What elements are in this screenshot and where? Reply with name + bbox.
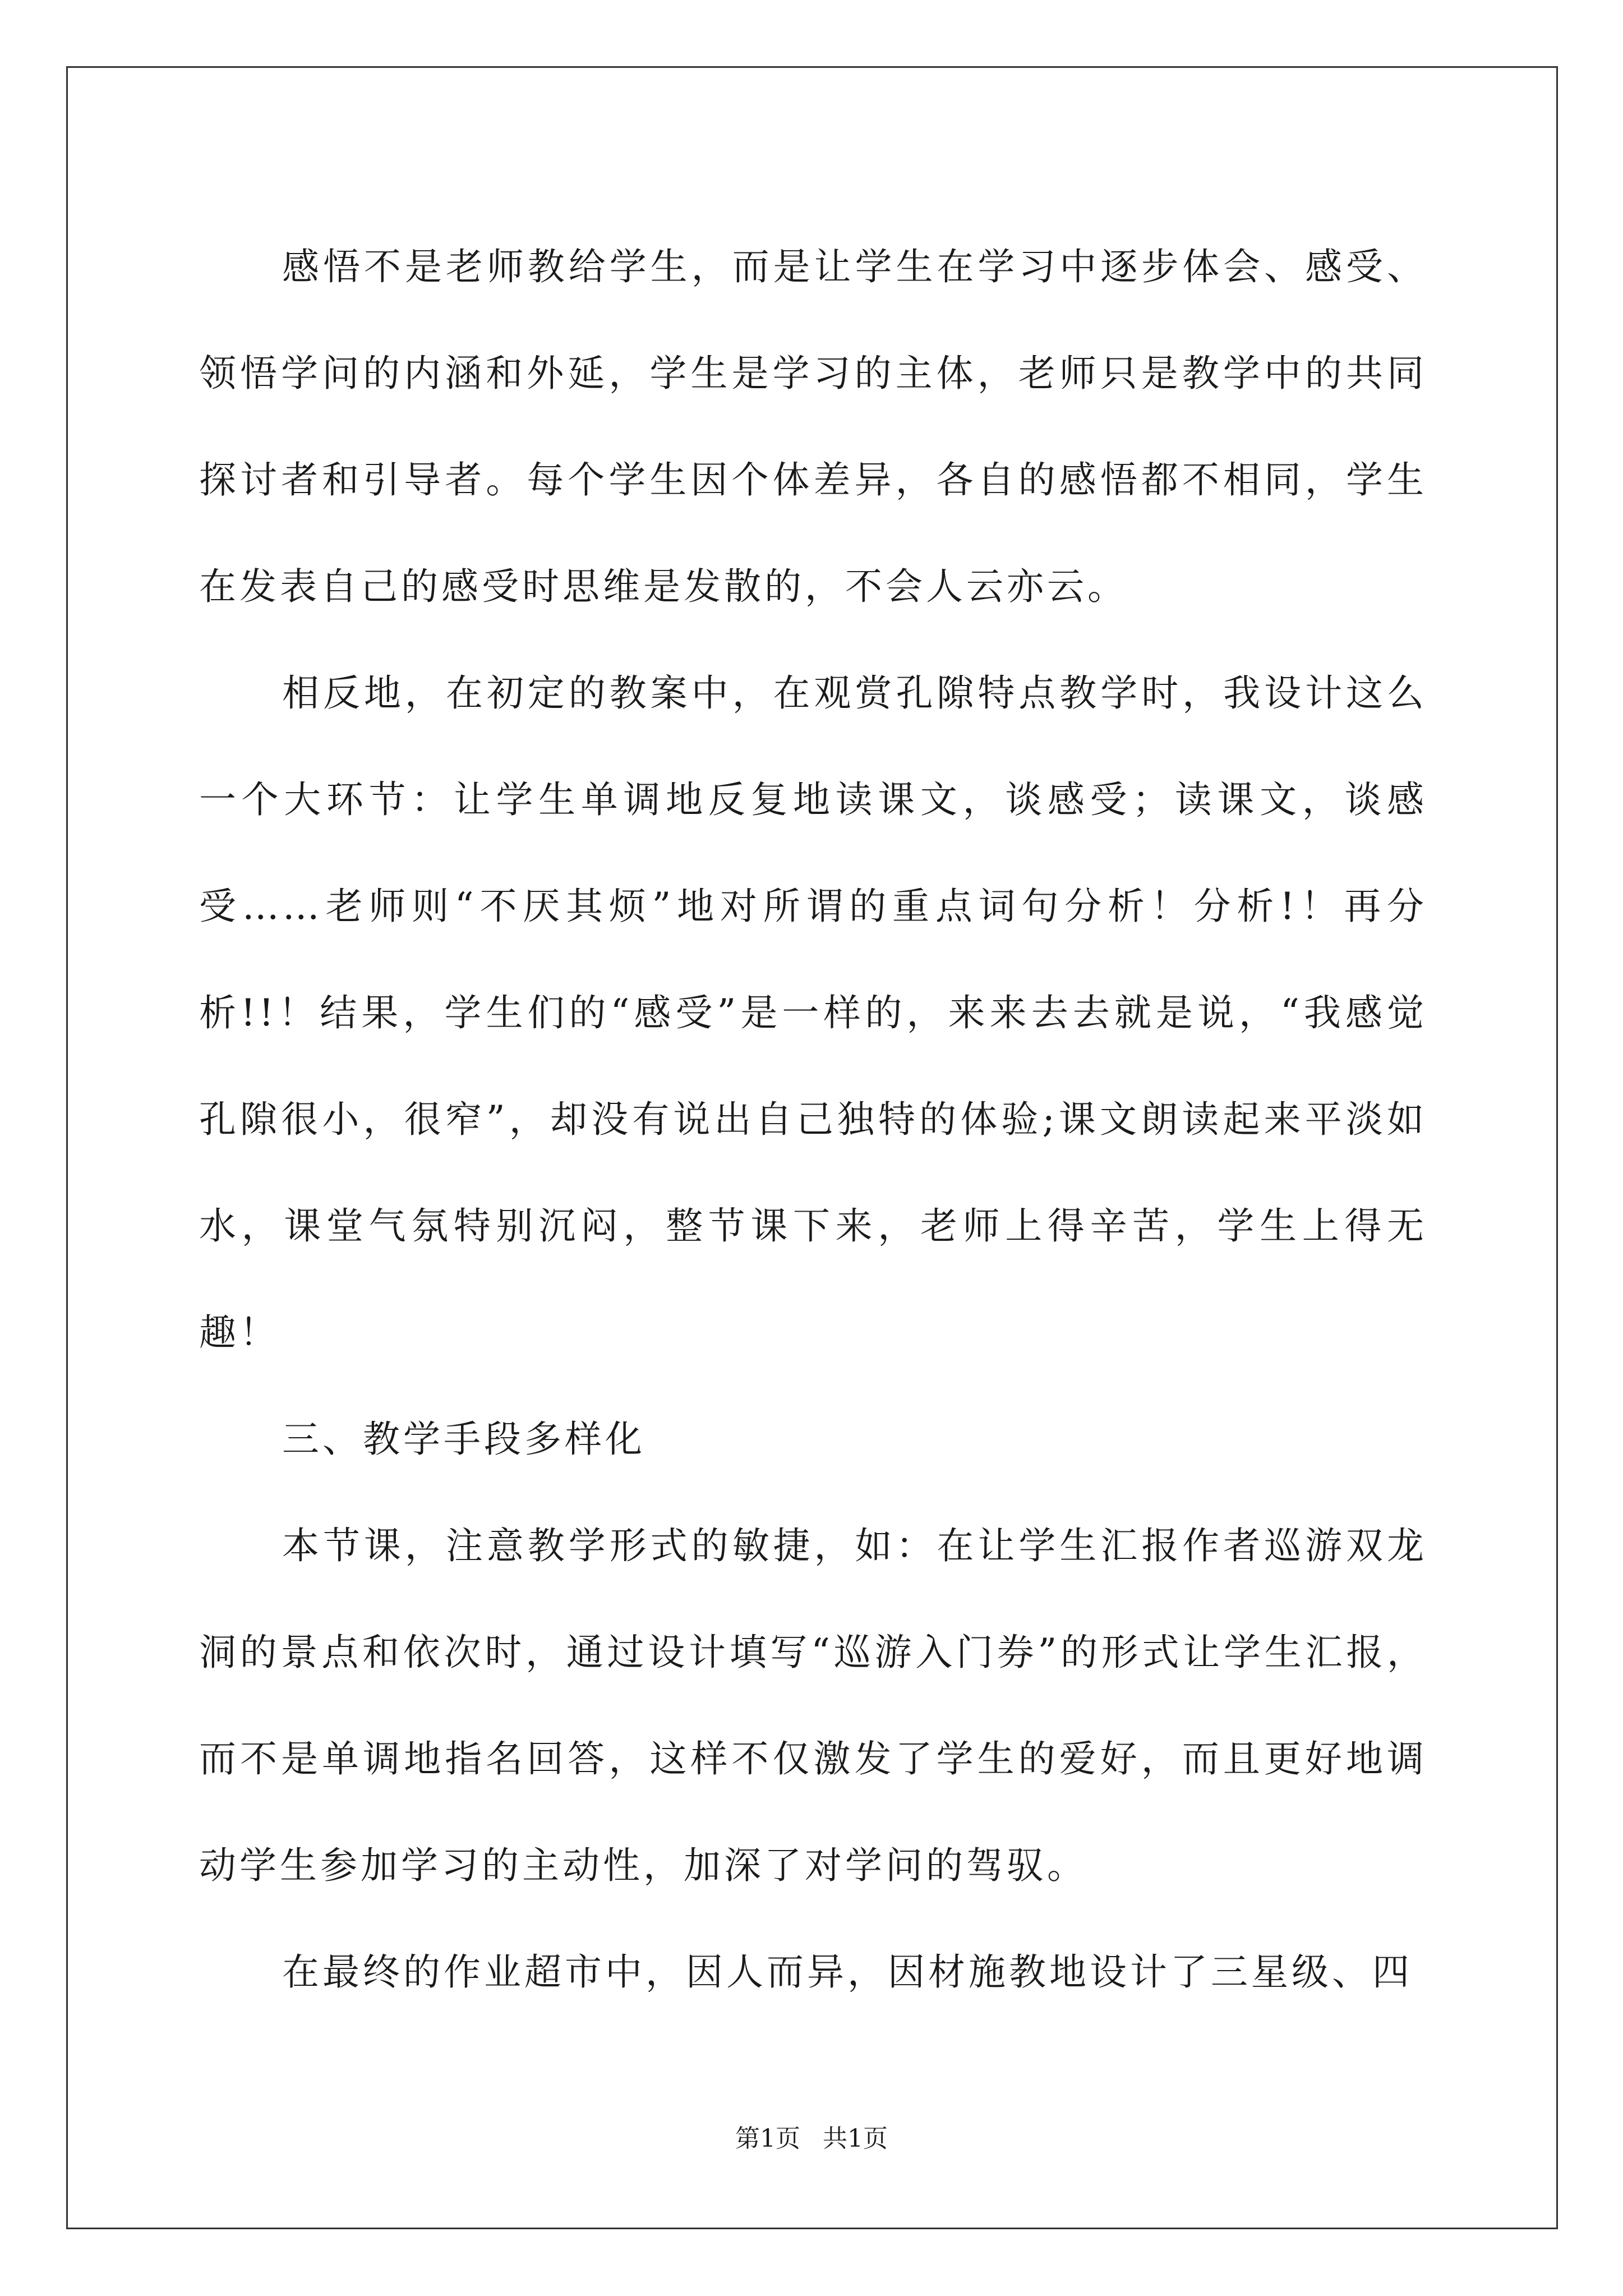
page-total: 共1页	[823, 2124, 888, 2153]
document-body	[199, 214, 1427, 2026]
paragraph-2: 相反地，在初定的教案中，在观赏孔隙特点教学时，我设计这么一个大环节：让学生单调地反复地读课文，谈感受；读课文，谈感受……老师则“不厌其烦”地对所谓的重点词句分析！分析!！再分析!!！结果，学生们的“感受”是一样的，来来去去就是说，“我感觉孔隙很小，很窄”，却没有说出自己独特的体验;课文朗读起来平淡如水，课堂气氛特别沉闷，整节课下来，老师上得辛苦，学生上得无趣！	[199, 671, 1427, 1354]
page-footer	[0, 2122, 1623, 2156]
section-heading: 三、教学手段多样化	[282, 1418, 645, 1461]
paragraph-1: 感悟不是老师教给学生，而是让学生在学习中逐步体会、感受、领悟学问的内涵和外延，学生是学习的主体，老师只是教学中的共同探讨者和引导者。每个学生因个体差异，各自的感悟都不相同，学生在发表自己的感受时思维是发散的，不会人云亦云。	[199, 245, 1427, 608]
paragraph-4: 在最终的作业超市中，因人而异，因材施教地设计了三星级、四	[282, 1950, 1413, 1994]
page-number: 第1页	[735, 2124, 800, 2153]
paragraph-3: 本节课，注意教学形式的敏捷，如：在让学生汇报作者巡游双龙洞的景点和依次时，通过设计填写“巡游入门券”的形式让学生汇报，而不是单调地指名回答，这样不仅激发了学生的爱好，而且更好地调动学生参加学习的主动性，加深了对学问的驾驭。	[199, 1524, 1427, 1887]
